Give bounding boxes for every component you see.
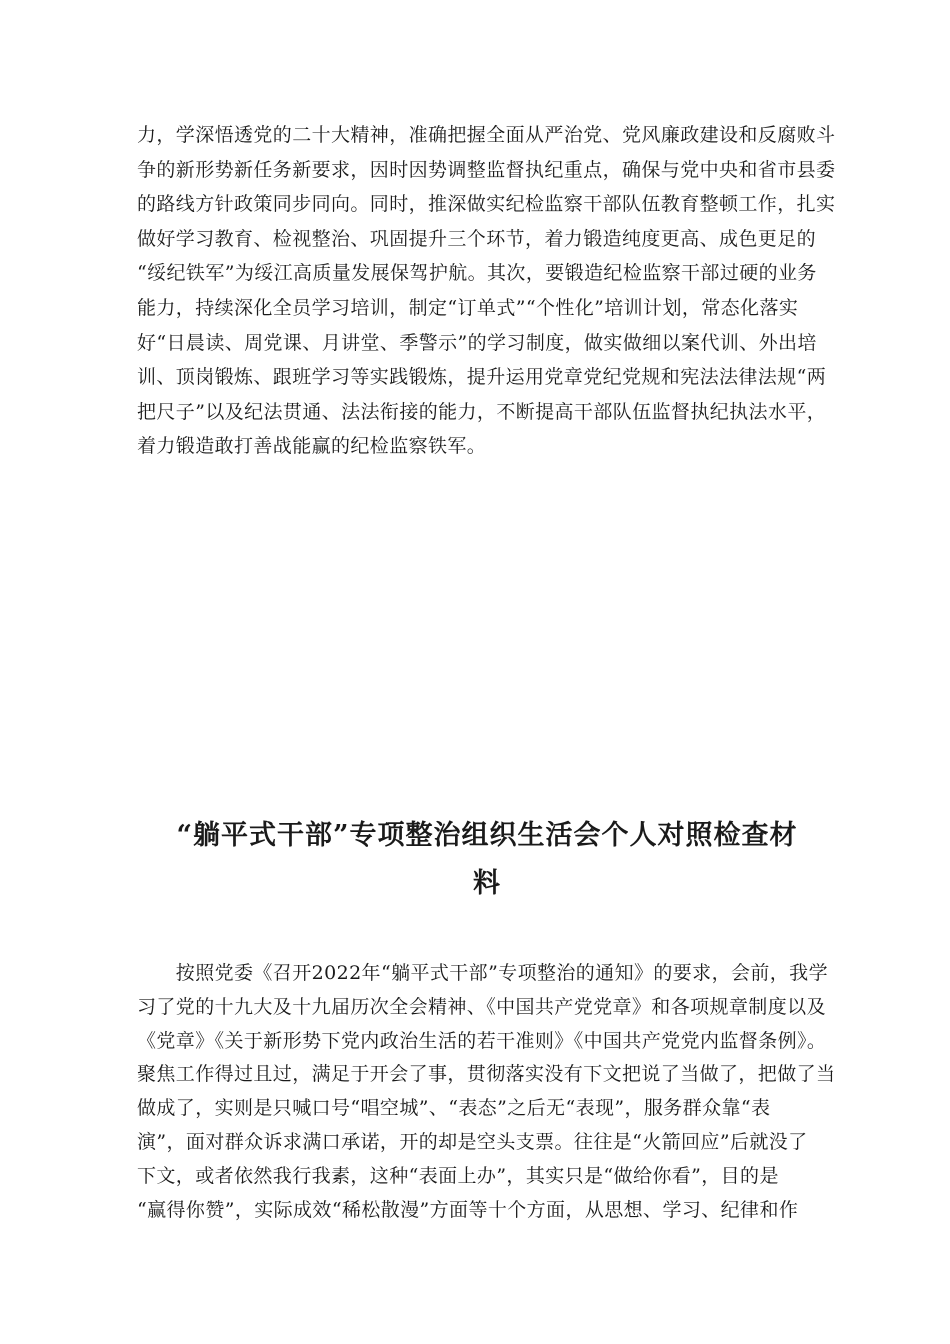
text-line: 聚焦工作得过且过，满足于开会了事，贯彻落实没有下文把说了当做了，把做了当 [137,1063,836,1086]
text-line: 下文，或者依然我行我素，这种“表面上办”，其实只是“做给你看”，目的是 [137,1164,779,1187]
text-line: 训、顶岗锻炼、跟班学习等实践锻炼，提升运用党章党纪党规和宪法法律法规“两 [137,366,827,389]
document-title [137,812,837,908]
text-line: 争的新形势新任务新要求，因时因势调整监督执纪重点，确保与党中央和省市县委 [137,158,836,181]
text-line: 做好学习教育、检视整治、巩固提升三个环节，着力锻造纯度更高、成色更足的 [137,227,817,250]
text-line: 力，学深悟透党的二十大精神，准确把握全面从严治党、党风廉政建设和反腐败斗 [137,124,836,146]
title-line: 料 [473,868,501,899]
text-line: 《党章》《关于新形势下党内政治生活的若干准则》《中国共产党党内监督条例》。 [137,1029,827,1052]
text-line: 好“日晨读、周党课、月讲堂、季警示”的学习制度，做实做细以案代训、外出培 [137,331,817,354]
text-line: 能力，持续深化全员学习培训，制定“订单式”“个性化”培训计划，常态化落实 [137,296,799,319]
text-line: 演”，面对群众诉求满口承诺，开的却是空头支票。往往是“火箭回应”后就没了 [137,1130,808,1153]
text-line: 着力锻造敢打善战能赢的纪检监察铁军。 [137,435,487,458]
text-line: 的路线方针政策同步同向。同时，推深做实纪检监察干部队伍教育整顿工作，扎实 [137,193,836,216]
body-paragraph [137,957,847,1227]
text-line: 做成了，实则是只喊口号“唱空城”、“表态”之后无“表现”，服务群众靠“表 [137,1097,771,1120]
text-line: 习了党的十九大及十九届历次全会精神、《中国共产党党章》和各项规章制度以及 [137,995,826,1018]
text-line: “赢得你赞”，实际成效“稀松散漫”方面等十个方面，从思想、学习、纪律和作 [137,1198,799,1221]
title-line: “躺平式干部”专项整治组织生活会个人对照检查材 [176,820,798,851]
text-line: “绥纪铁军”为绥江高质量发展保驾护航。其次，要锻造纪检监察干部过硬的业务 [137,262,817,285]
text-line: 把尺子”以及纪法贯通、法法衔接的能力，不断提高干部队伍监督执纪执法水平， [137,400,827,423]
top-paragraph [137,118,837,464]
text-line: 按照党委《召开2022年“躺平式干部”专项整治的通知》的要求，会前，我学 [137,962,828,984]
